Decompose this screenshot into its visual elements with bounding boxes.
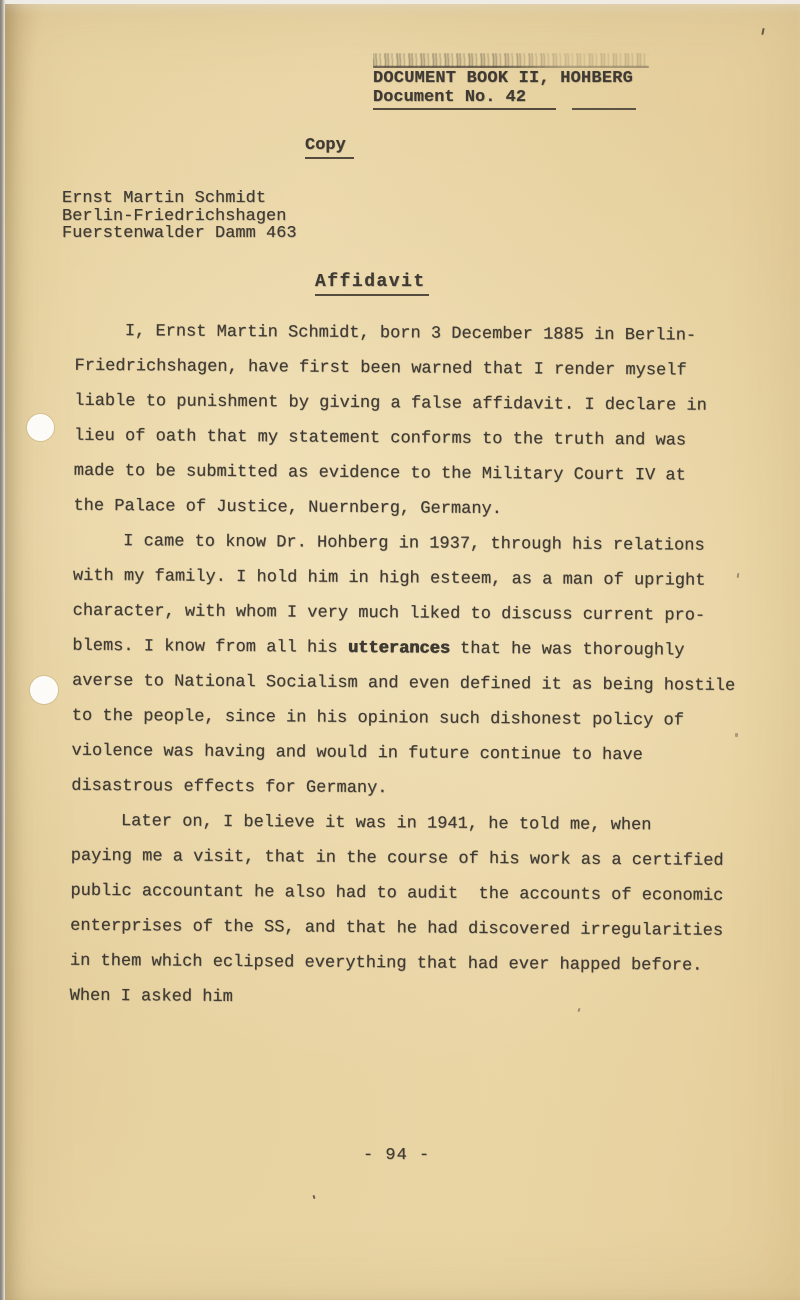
page-number: - 94 - xyxy=(363,1146,431,1165)
body-line: Friedrichshagen, have first been warned that I render myself xyxy=(74,356,687,381)
document-page xyxy=(5,4,800,1300)
body-line: averse to National Socialism and even defined it as being hostile xyxy=(72,671,736,696)
affiant-city: Berlin-Friedrichshagen xyxy=(62,206,287,226)
body-line: in them which eclipsed everything that had ever happed before. xyxy=(69,951,703,976)
body-line: Later on, I believe it was in 1941, he told me, when xyxy=(120,812,652,836)
overstruck-word: utterances xyxy=(347,638,450,659)
document-header-stamp xyxy=(373,53,651,110)
affiant-street: Fuerstenwalder Damm 463 xyxy=(62,224,297,243)
document-title: Affidavit xyxy=(315,272,429,296)
body-line: lieu of oath that my statement conforms to the truth and was xyxy=(73,426,687,451)
body-line xyxy=(72,629,772,669)
smudge-mark xyxy=(373,53,649,68)
body-line: public accountant he also had to audit the accounts of economic xyxy=(70,881,724,906)
ink-speck xyxy=(761,28,764,35)
body-line-segment: that he was thoroughly xyxy=(449,639,685,661)
header-doc-number: Document No. 42 xyxy=(373,89,556,110)
body-line: violence was having and would in future continue to have xyxy=(71,741,643,766)
body-line: I came to know Dr. Hohberg in 1937, through his relations xyxy=(123,532,705,556)
body-line: character, with whom I very much liked to discuss current pro- xyxy=(72,601,706,626)
body-line: made to be submitted as evidence to the Military Court IV at xyxy=(73,461,686,486)
affiant-address xyxy=(62,190,297,243)
header-book-title: DOCUMENT BOOK II, HOHBERG xyxy=(373,69,634,88)
body-line: enterprises of the SS, and that he had discovered irregularities xyxy=(70,916,724,941)
ink-speck xyxy=(312,1195,315,1199)
body-line: to the people, since in his opinion such dishonest policy of xyxy=(71,706,685,731)
affiant-name: Ernst Martin Schmidt xyxy=(62,189,267,208)
body-line: I, Ernst Martin Schmidt, born 3 December 1885 in Berlin- xyxy=(124,322,697,346)
copy-label: Copy xyxy=(305,136,354,159)
body-line: paying me a visit, that in the course of his work as a certified xyxy=(70,846,724,871)
body-line-segment: blems. I know from all his xyxy=(72,636,348,658)
body-line: disastrous effects for Germany. xyxy=(71,776,388,799)
affidavit-body xyxy=(70,314,775,1019)
ink-speck xyxy=(735,733,738,737)
body-line: with my family. I hold him in high esteem, as a man of upright xyxy=(72,566,706,591)
header-doc-number-row xyxy=(373,89,651,110)
punch-hole-top xyxy=(27,414,54,441)
body-line: When I asked him xyxy=(69,986,233,1008)
punch-hole-bottom xyxy=(30,676,58,704)
body-line: the Palace of Justice, Nuernberg, Germany. xyxy=(73,496,503,520)
body-line: liable to punishment by giving a false affidavit. I declare in xyxy=(74,391,707,416)
underline-segment xyxy=(572,94,636,110)
